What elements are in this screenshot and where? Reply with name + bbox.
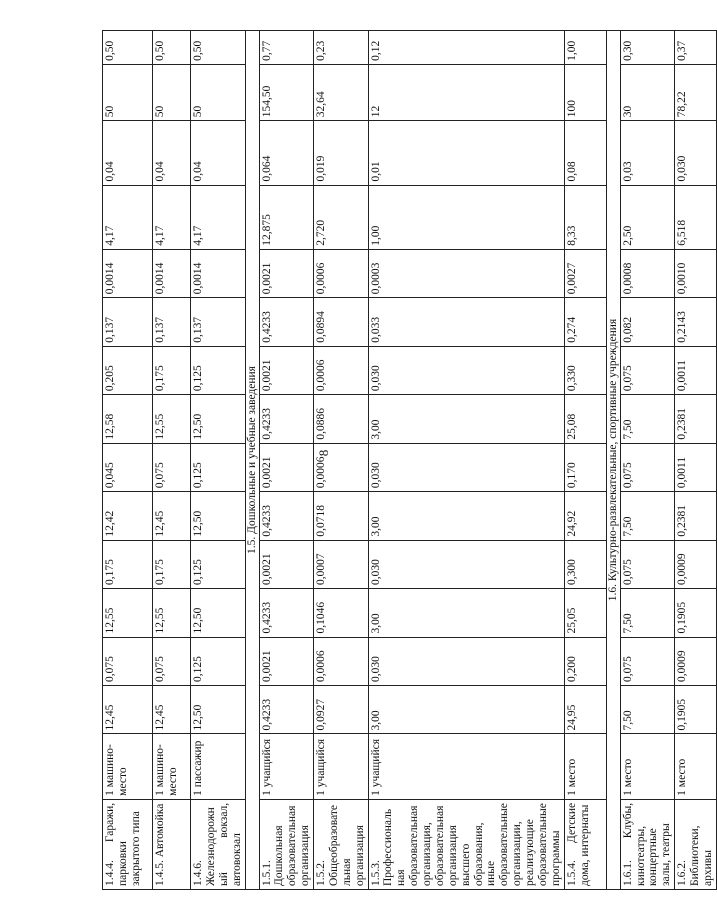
cell: 100 [564, 64, 606, 120]
cell: 12,50 [191, 492, 246, 540]
row-unit: 1 место [564, 734, 606, 799]
row-name: 1.5.2. Общеобразовательная организация [314, 799, 369, 889]
cell: 0,12 [368, 31, 564, 65]
cell: 0,0014 [191, 249, 246, 297]
cell: 0,200 [564, 637, 606, 685]
cell: 0,0011 [675, 443, 717, 491]
cell: 12,875 [259, 185, 314, 249]
norms-table [102, 30, 717, 890]
cell: 0,0011 [675, 346, 717, 394]
row-unit: 1 учащийся [368, 734, 564, 799]
cell: 0,0008 [620, 249, 675, 297]
cell: 12,45 [103, 685, 153, 733]
cell: 0,0006 [314, 637, 369, 685]
cell: 12,45 [153, 492, 191, 540]
cell: 24,92 [564, 492, 606, 540]
table-row [564, 31, 606, 890]
cell: 50 [153, 64, 191, 120]
cell: 0,08 [564, 121, 606, 185]
cell: 0,175 [153, 346, 191, 394]
cell: 0,030 [368, 443, 564, 491]
cell: 0,274 [564, 298, 606, 346]
cell: 8,33 [564, 185, 606, 249]
row-unit: 1 пассажир [191, 734, 246, 799]
row-name: 1.5.3. Профессиональная образовательная организация, образовательная организация высшего образования, иные образовательные организации, реализующие образовательные программы [368, 799, 564, 889]
row-unit: 1 машино-место [153, 734, 191, 799]
cell: 0,137 [103, 298, 153, 346]
cell: 32,64 [314, 64, 369, 120]
cell: 0,0927 [314, 685, 369, 733]
cell: 0,01 [368, 121, 564, 185]
row-name: 1.4.4. Гаражи, парковки закрытого типа [103, 799, 153, 889]
cell: 0,0009 [675, 637, 717, 685]
cell: 30 [620, 64, 675, 120]
cell: 0,075 [103, 637, 153, 685]
section-header-row [606, 31, 620, 890]
cell: 0,137 [153, 298, 191, 346]
cell: 0,77 [259, 31, 314, 65]
row-unit: 1 место [620, 734, 675, 799]
cell: 0,205 [103, 346, 153, 394]
cell: 0,0021 [259, 249, 314, 297]
cell: 0,1046 [314, 589, 369, 637]
row-unit: 1 учащийся [259, 734, 314, 799]
cell: 0,0027 [564, 249, 606, 297]
table-row [368, 31, 564, 890]
cell: 2,50 [620, 185, 675, 249]
cell: 0,03 [620, 121, 675, 185]
cell: 0,0006 [314, 249, 369, 297]
cell: 0,0886 [314, 395, 369, 443]
rotated-table-wrapper [102, 30, 714, 890]
cell: 0,0021 [259, 540, 314, 588]
cell: 0,0021 [259, 443, 314, 491]
cell: 12,50 [191, 589, 246, 637]
cell: 0,04 [153, 121, 191, 185]
cell: 0,075 [620, 443, 675, 491]
cell: 0,0009 [675, 540, 717, 588]
cell: 0,300 [564, 540, 606, 588]
row-unit: 1 место [675, 734, 717, 799]
cell: 2,720 [314, 185, 369, 249]
cell: 0,075 [620, 346, 675, 394]
cell: 0,1905 [675, 589, 717, 637]
cell: 3,00 [368, 395, 564, 443]
cell: 1,00 [564, 31, 606, 65]
cell: 0,4233 [259, 492, 314, 540]
table-row [191, 31, 246, 890]
cell: 0,137 [191, 298, 246, 346]
cell: 12,45 [153, 685, 191, 733]
cell: 12,58 [103, 395, 153, 443]
cell: 0,50 [103, 31, 153, 65]
page-number: 8 [316, 449, 331, 457]
cell: 12,42 [103, 492, 153, 540]
cell: 0,330 [564, 346, 606, 394]
cell: 0,23 [314, 31, 369, 65]
cell: 0,50 [153, 31, 191, 65]
cell: 0,175 [153, 540, 191, 588]
table-row [314, 31, 369, 890]
cell: 0,0003 [368, 249, 564, 297]
cell: 25,05 [564, 589, 606, 637]
table-row [153, 31, 191, 890]
cell: 12,55 [153, 395, 191, 443]
cell: 0,04 [191, 121, 246, 185]
cell: 0,04 [103, 121, 153, 185]
cell: 0,0718 [314, 492, 369, 540]
cell: 0,030 [368, 540, 564, 588]
cell: 0,030 [368, 346, 564, 394]
cell: 0,075 [153, 637, 191, 685]
cell: 0,082 [620, 298, 675, 346]
cell: 4,17 [153, 185, 191, 249]
row-name: 1.6.2. Библиотеки, архивы [675, 799, 717, 889]
cell: 0,1905 [675, 685, 717, 733]
row-name: 1.6.1. Клубы, кинотеатры, концертные залы, театры [620, 799, 675, 889]
row-name: 1.5.4. Детские дома, интернаты [564, 799, 606, 889]
cell: 3,00 [368, 589, 564, 637]
cell: 0,064 [259, 121, 314, 185]
row-name: 1.4.6. Железнодорожный вокзал, автовокзал [191, 799, 246, 889]
cell: 0,2381 [675, 395, 717, 443]
cell: 0,37 [675, 31, 717, 65]
table-row [620, 31, 675, 890]
cell: 0,2143 [675, 298, 717, 346]
cell: 0,019 [314, 121, 369, 185]
cell: 12,55 [103, 589, 153, 637]
cell: 7,50 [620, 395, 675, 443]
cell: 0,0014 [103, 249, 153, 297]
cell: 0,170 [564, 443, 606, 491]
cell: 4,17 [103, 185, 153, 249]
cell: 0,0006 [314, 346, 369, 394]
cell: 0,125 [191, 443, 246, 491]
row-unit: 1 учащийся [314, 734, 369, 799]
cell: 12,55 [153, 589, 191, 637]
cell: 0,075 [153, 443, 191, 491]
cell: 0,2381 [675, 492, 717, 540]
cell: 0,075 [620, 540, 675, 588]
cell: 0,175 [103, 540, 153, 588]
cell: 0,0021 [259, 637, 314, 685]
cell: 0,030 [368, 637, 564, 685]
cell: 78,22 [675, 64, 717, 120]
cell: 0,0006 [314, 443, 369, 491]
row-name: 1.5.1. Дошкольная образовательная организация [259, 799, 314, 889]
cell: 7,50 [620, 589, 675, 637]
cell: 0,0021 [259, 346, 314, 394]
cell: 0,033 [368, 298, 564, 346]
cell: 50 [191, 64, 246, 120]
cell: 0,125 [191, 540, 246, 588]
cell: 3,00 [368, 685, 564, 733]
cell: 25,08 [564, 395, 606, 443]
table-row [103, 31, 153, 890]
cell: 50 [103, 64, 153, 120]
cell: 0,4233 [259, 395, 314, 443]
cell: 0,125 [191, 637, 246, 685]
cell: 0,4233 [259, 298, 314, 346]
cell: 0,045 [103, 443, 153, 491]
cell: 24,95 [564, 685, 606, 733]
cell: 7,50 [620, 492, 675, 540]
section-header-row [245, 31, 259, 890]
cell: 12,50 [191, 395, 246, 443]
cell: 0,4233 [259, 589, 314, 637]
cell: 1,00 [368, 185, 564, 249]
cell: 0,30 [620, 31, 675, 65]
cell: 0,0010 [675, 249, 717, 297]
cell: 12 [368, 64, 564, 120]
cell: 0,0894 [314, 298, 369, 346]
cell: 7,50 [620, 685, 675, 733]
cell: 12,50 [191, 685, 246, 733]
cell: 6,518 [675, 185, 717, 249]
row-name: 1.4.5. Автомойка [153, 799, 191, 889]
table-row [675, 31, 717, 890]
cell: 154,50 [259, 64, 314, 120]
cell: 0,0014 [153, 249, 191, 297]
cell: 0,030 [675, 121, 717, 185]
cell: 0,075 [620, 637, 675, 685]
cell: 0,0007 [314, 540, 369, 588]
cell: 0,4233 [259, 685, 314, 733]
cell: 0,50 [191, 31, 246, 65]
cell: 0,125 [191, 346, 246, 394]
cell: 4,17 [191, 185, 246, 249]
cell: 3,00 [368, 492, 564, 540]
table-row [259, 31, 314, 890]
section-title: 1.5. Дошкольные и учебные заведения [245, 31, 259, 890]
section-title: 1.6. Культурно-развлекательные, спортивные учреждения [606, 31, 620, 890]
row-unit: 1 машино-место [103, 734, 153, 799]
